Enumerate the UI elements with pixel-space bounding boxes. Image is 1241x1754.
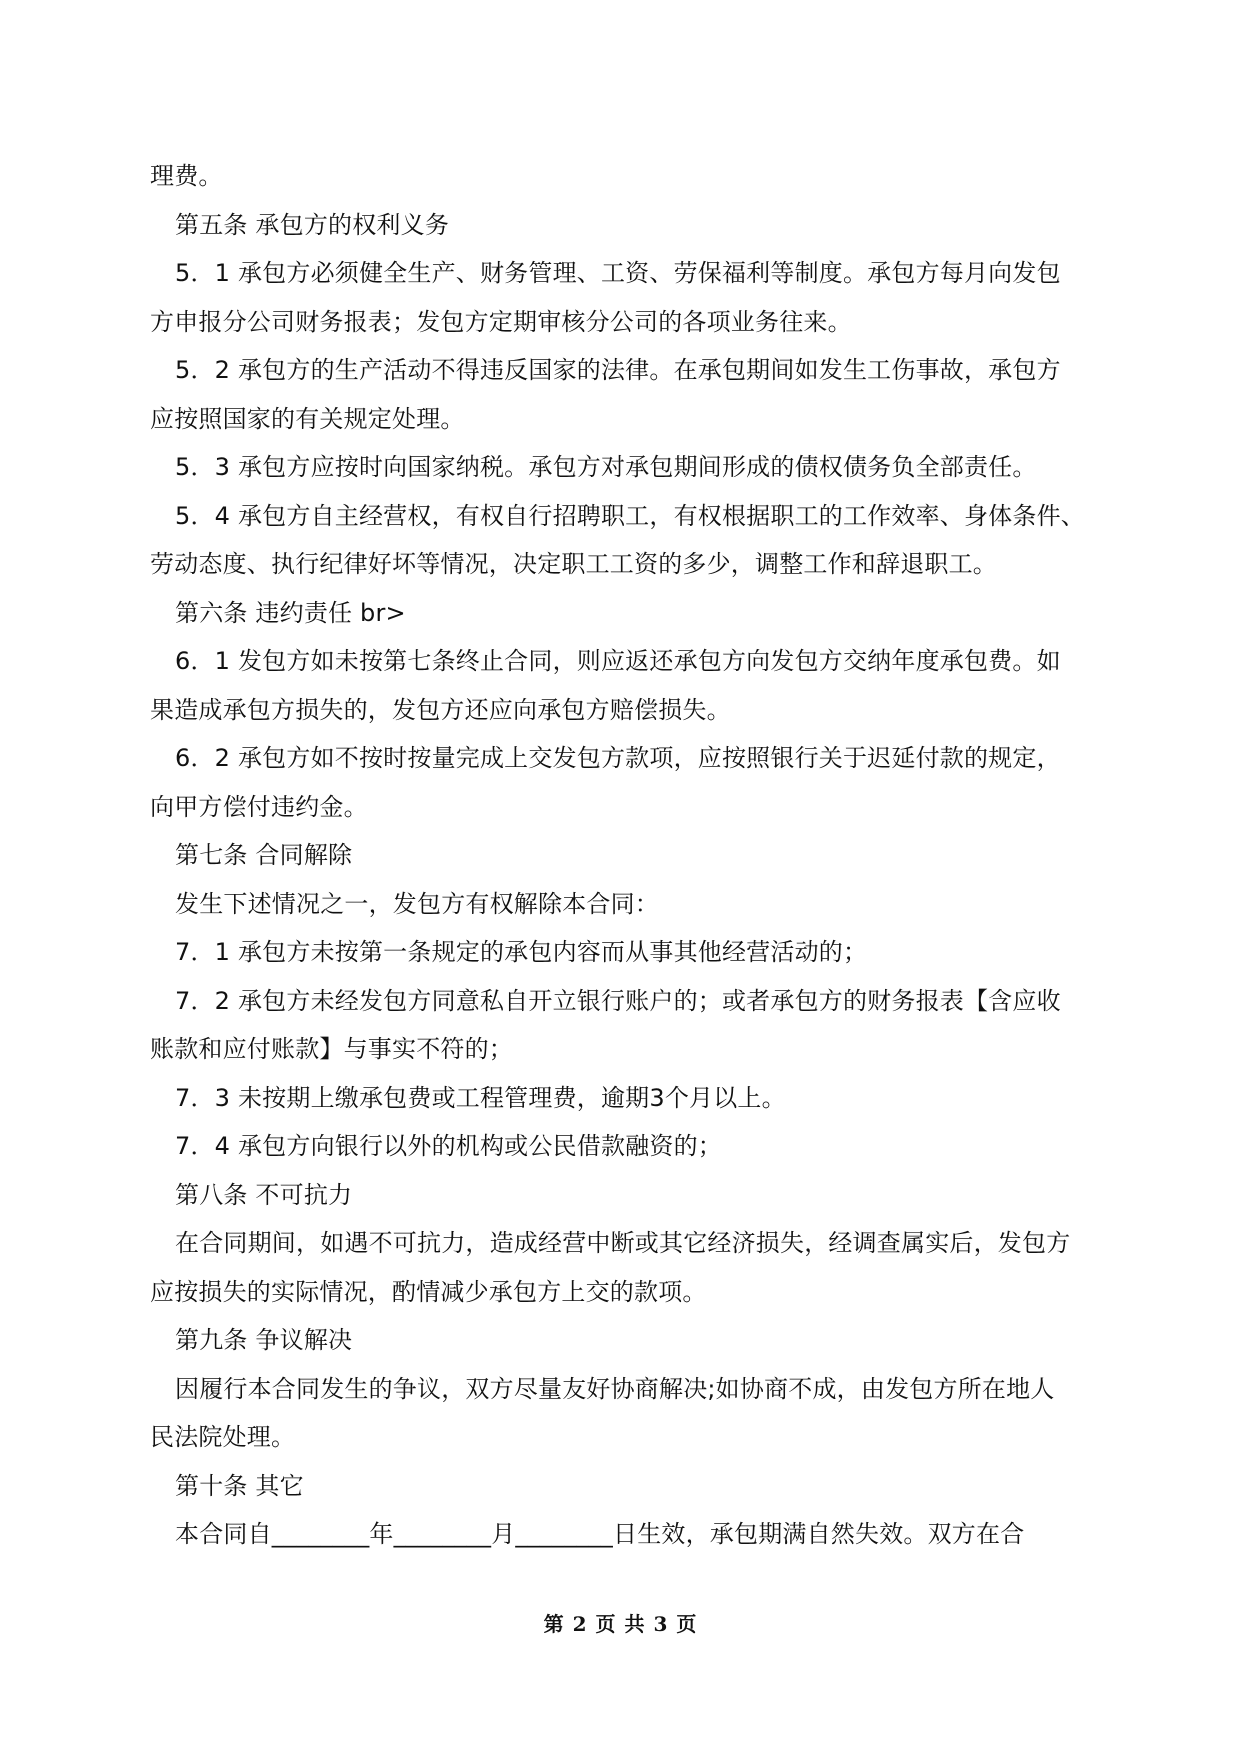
text-line: 方申报分公司财务报表；发包方定期审核分公司的各项业务往来。 [150, 307, 852, 336]
text-line: 7．3 未按期上缴承包费或工程管理费，逾期3个月以上。 [175, 1083, 786, 1112]
document-body [150, 152, 1090, 1559]
text-line: 5．1 承包方必须健全生产、财务管理、工资、劳保福利等制度。承包方每月向发包 [175, 259, 1061, 287]
text-line: 第八条 不可抗力 [175, 1180, 353, 1209]
text-line: 在合同期间，如遇不可抗力，造成经营中断或其它经济损失，经调查属实后，发包方 [175, 1229, 1071, 1257]
text-line: 因履行本合同发生的争议，双方尽量友好协商解决;如协商不成，由发包方所在地人 [175, 1374, 1055, 1403]
text-line: 第七条 合同解除 [175, 841, 353, 869]
text-line: 应按照国家的有关规定处理。 [150, 404, 465, 433]
text-line: 应按损失的实际情况，酌情减少承包方上交的款项。 [150, 1277, 707, 1306]
text-line: 7．1 承包方未按第一条规定的承包内容而从事其他经营活动的； [175, 938, 868, 966]
text-line: 第九条 争议解决 [175, 1326, 353, 1354]
text-line: 5．4 承包方自主经营权，有权自行招聘职工，有权根据职工的工作效率、身体条件、 [175, 501, 1085, 530]
text-line: 6．1 发包方如未按第七条终止合同，则应返还承包方向发包方交纳年度承包费。如 [175, 647, 1061, 675]
text-line: 账款和应付账款】与事实不符的； [150, 1035, 513, 1063]
text-line: 民法院处理。 [150, 1423, 296, 1451]
text-line: 发生下述情况之一，发包方有权解除本合同： [175, 889, 659, 918]
text-line: 第十条 其它 [175, 1471, 304, 1500]
text-line: 7．4 承包方向银行以外的机构或公民借款融资的； [175, 1132, 722, 1160]
text-line: 5．3 承包方应按时向国家纳税。承包方对承包期间形成的债权债务负全部责任。 [175, 453, 1037, 481]
page-number-footer: 第 2 页 共 3 页 [543, 1612, 698, 1636]
text-line: 5．2 承包方的生产活动不得违反国家的法律。在承包期间如发生工伤事故，承包方 [175, 356, 1061, 384]
text-line: 理费。 [150, 162, 223, 190]
text-line: 6．2 承包方如不按时按量完成上交发包方款项，应按照银行关于迟延付款的规定， [175, 744, 1061, 772]
text-line: 7．2 承包方未经发包方同意私自开立银行账户的；或者承包方的财务报表【含应收 [175, 986, 1061, 1015]
text-line: 第五条 承包方的权利义务 [175, 210, 450, 239]
text-line: 向甲方偿付违约金。 [150, 792, 368, 821]
text-line: 果造成承包方损失的，发包方还应向承包方赔偿损失。 [150, 695, 731, 724]
text-line: 劳动态度、执行纪律好坏等情况，决定职工工资的多少，调整工作和辞退职工。 [150, 550, 997, 578]
text-line: 第六条 违约责任 br> [175, 598, 406, 627]
text-line: 本合同自________年________月________日生效，承包期满自然失效。双方在合 [175, 1520, 1025, 1548]
